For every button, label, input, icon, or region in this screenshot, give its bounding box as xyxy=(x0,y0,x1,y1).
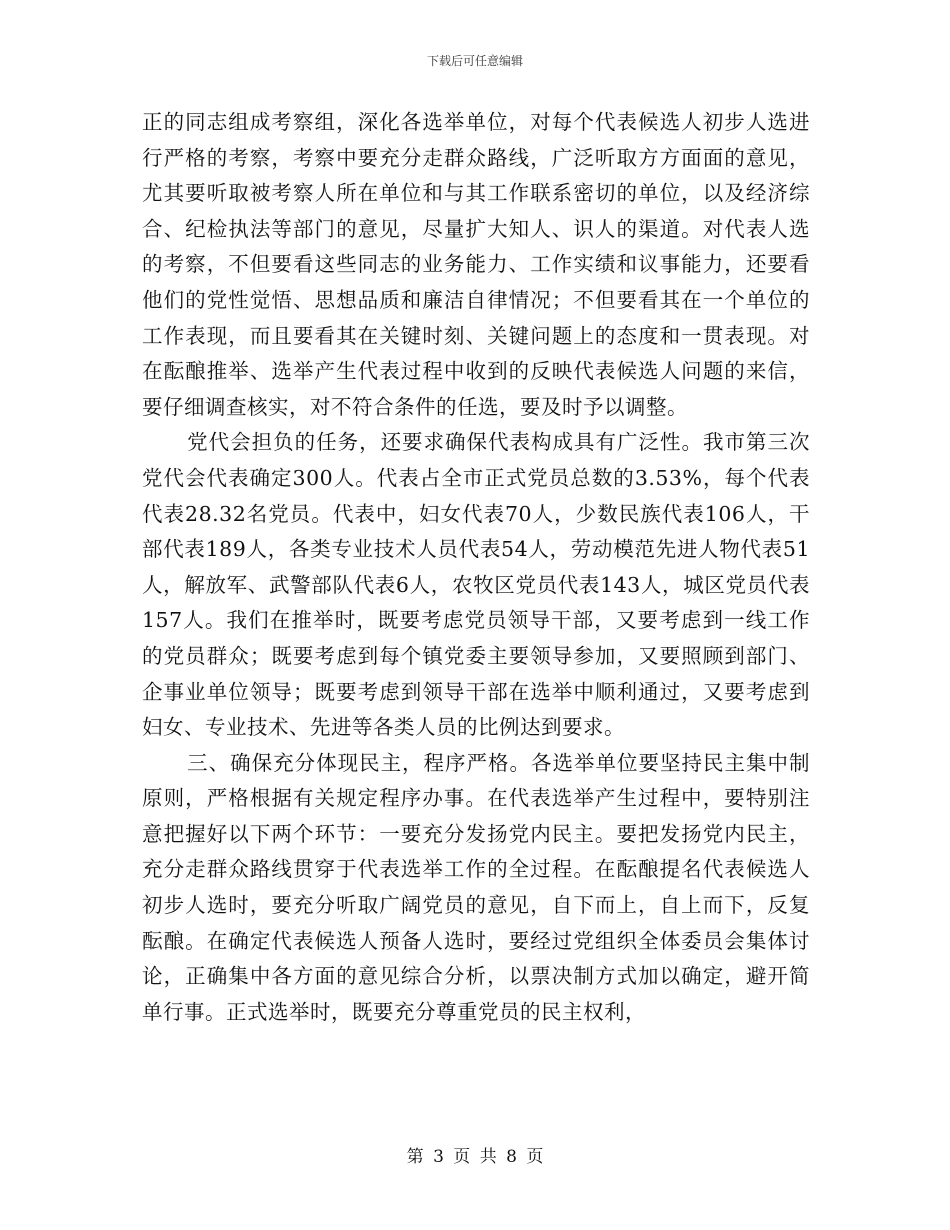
paragraph-1: 正的同志组成考察组，深化各选举单位，对每个代表候选人初步人选进行严格的考察，考察中要充分走群众路线，广泛听取方方面面的意见，尤其要听取被考察人所在单位和与其工作联系密切的单位，以及经济综合、纪检执法等部门的意见，尽量扩大知人、识人的渠道。对代表人选的考察，不但要看这些同志的业务能力、工作实绩和议事能力，还要看他们的党性觉悟、思想品质和廉洁自律情况；不但要看其在一个单位的工作表现，而且要看其在关键时刻、关键问题上的态度和一贯表现。对在酝酿推举、选举产生代表过程中收到的反映代表候选人问题的来信，要仔细调查核实，对不符合条件的任选，要及时予以调整。 xyxy=(142,110,810,419)
paragraph-2: 党代会担负的任务，还要求确保代表构成具有广泛性。我市第三次党代会代表确定300人。代表占全市正式党员总数的3.53%，每个代表代表28.32名党员。代表中，妇女代表70人，少数民族代表106人，干部代表189人，各类专业技术人员代表54人，劳动模范先进人物代表51人，解放军、武警部队代表6人，农牧区党员代表143人，城区党员代表157人。我们在推举时，既要考虑党员领导干部，又要考虑到一线工作的党员群众；既要考虑到每个镇党委主要领导参加，又要照顾到部门、企事业单位领导；既要考虑到领导干部在选举中顺利通过，又要考虑到妇女、专业技术、先进等各类人员的比例达到要求。 xyxy=(142,430,810,740)
document-body xyxy=(142,105,810,1030)
page-number-footer: 第 3 页 共 8 页 xyxy=(406,1147,544,1167)
paragraph-3: 三、确保充分体现民主，程序严格。各选举单位要坚持民主集中制原则，严格根据有关规定程序办事。在代表选举产生过程中，要特别注意把握好以下两个环节：一要充分发扬党内民主。要把发扬党内民主，充分走群众路线贯穿于代表选举工作的全过程。在酝酿提名代表候选人初步人选时，要充分听取广阔党员的意见，自下而上，自上而下，反复酝酿。在确定代表候选人预备人选时，要经过党组织全体委员会集体讨论，正确集中各方面的意见综合分析，以票决制方式加以确定，避开简单行事。正式选举时，既要充分尊重党员的民主权利， xyxy=(142,750,810,1024)
header-note: 下载后可任意编辑 xyxy=(426,54,523,68)
